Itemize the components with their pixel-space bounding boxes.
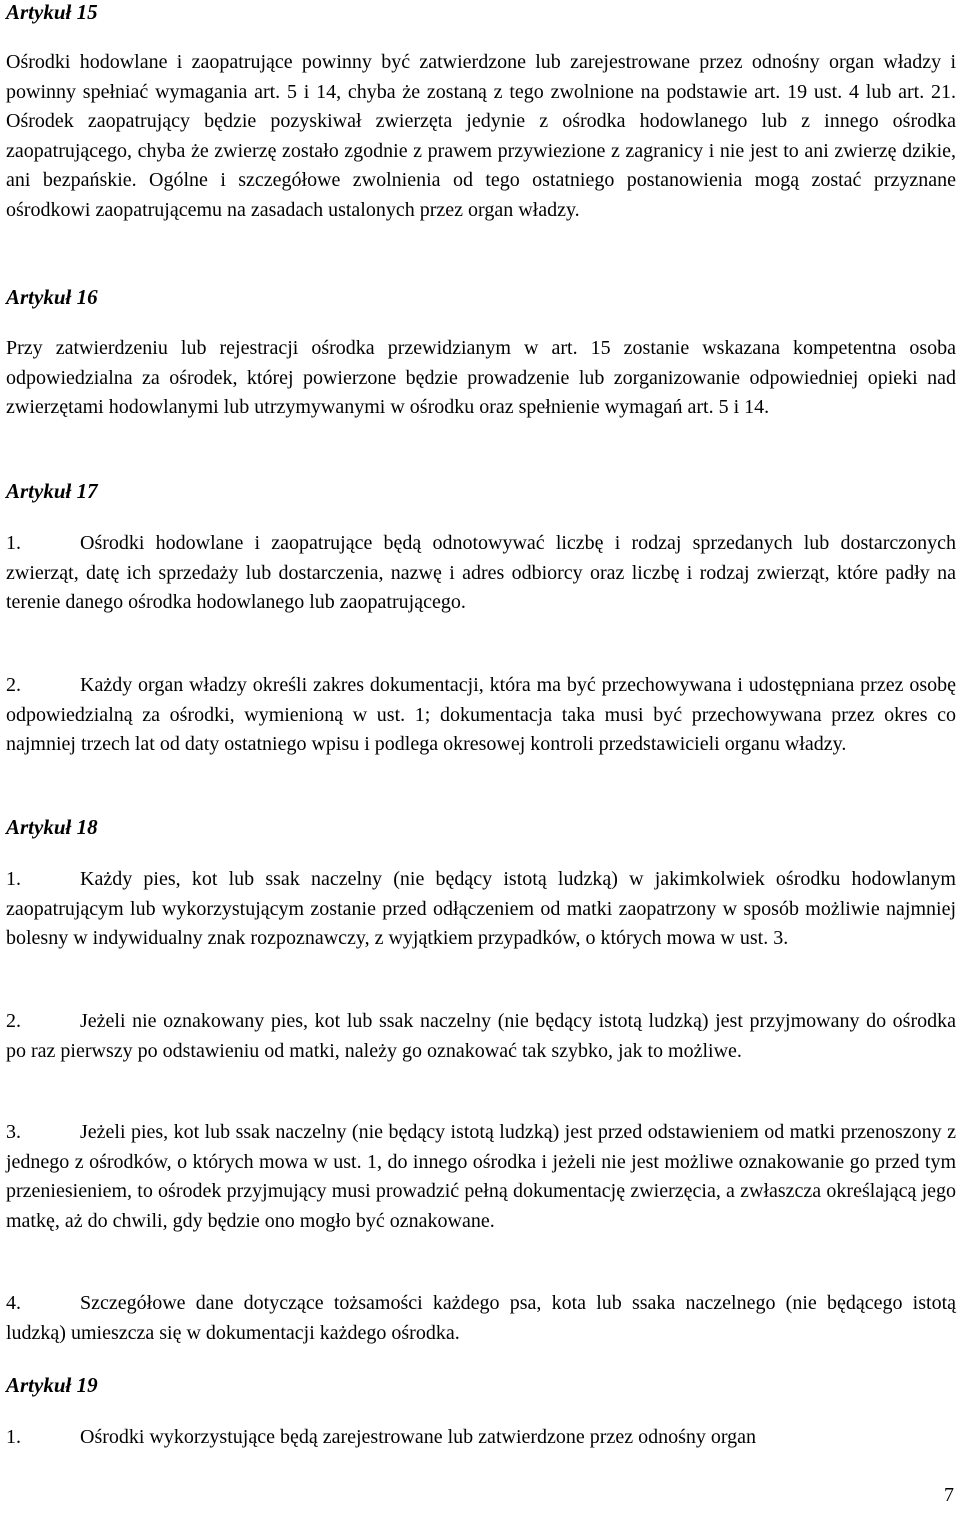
- paragraph-number: 2.: [6, 674, 21, 696]
- paragraph-number: 3.: [6, 1121, 21, 1143]
- article-19-heading: Artykuł 19: [6, 1373, 98, 1397]
- article-17-heading: Artykuł 17: [6, 479, 98, 503]
- paragraph-number: 4.: [6, 1292, 21, 1314]
- article-18-paragraph-3: [6, 1118, 956, 1236]
- article-18-heading: Artykuł 18: [6, 815, 98, 839]
- paragraph-text: Każdy pies, kot lub ssak naczelny (nie będący istotą ludzką) w jakimkolwiek ośrodku hodowlanym zaopatrującym lub wykorzystującym zostanie przed odłączeniem od matki zaopatrzony w sposób możliwie najmniej bolesny w indywidualny znak rozpoznawczy, z wyjątkiem przypadków, o których mowa w ust. 3.: [6, 868, 956, 950]
- page-number: 7: [944, 1484, 954, 1506]
- article-19-paragraph-1: [6, 1423, 956, 1453]
- paragraph-number: 2.: [6, 1010, 21, 1032]
- article-18-paragraph-2: [6, 1007, 956, 1066]
- article-16-heading: Artykuł 16: [6, 285, 98, 309]
- paragraph-text: Jeżeli nie oznakowany pies, kot lub ssak naczelny (nie będący istotą ludzką) jest przyjmowany do ośrodka po raz pierwszy po odstawieniu od matki, należy go oznakować tak szybko, jak to możliwe.: [6, 1010, 956, 1062]
- article-15-text: Ośrodki hodowlane i zaopatrujące powinny być zatwierdzone lub zarejestrowane przez odnośny organ władzy i powinny spełniać wymagania art. 5 i 14, chyba że zostaną z tego zwolnione na podstawie art. 19 ust. 4 lub art. 21. Ośrodek zaopatrujący będzie pozyskiwał zwierzęta jedynie z ośrodka hodowlanego lub z innego ośrodka zaopatrującego, chyba że zwierzę zostało zgodnie z prawem przywiezione z zagranicy i nie jest to ani zwierzę dzikie, ani bezpańskie. Ogólne i szczegółowe zwolnienia od tego ostatniego postanowienia mogą zostać przyznane ośrodkowi zaopatrującemu na zasadach ustalonych przez organ władzy.: [6, 51, 956, 221]
- article-18-paragraph-4: [6, 1289, 956, 1348]
- paragraph-text: Ośrodki wykorzystujące będą zarejestrowane lub zatwierdzone przez odnośny organ: [80, 1426, 757, 1448]
- article-15-heading: Artykuł 15: [6, 0, 98, 24]
- paragraph-text: Ośrodki hodowlane i zaopatrujące będą odnotowywać liczbę i rodzaj sprzedanych lub dostarczonych zwierząt, datę ich sprzedaży lub dostarczenia, nazwę i adres odbiorcy oraz liczbę i rodzaj zwierząt, które padły na terenie danego ośrodka hodowlanego lub zaopatrującego.: [6, 532, 956, 614]
- article-17-paragraph-2: [6, 671, 956, 760]
- paragraph-number: 1.: [6, 532, 21, 554]
- paragraph-number: 1.: [6, 1426, 21, 1448]
- article-16-text: Przy zatwierdzeniu lub rejestracji ośrodka przewidzianym w art. 15 zostanie wskazana kompetentna osoba odpowiedzialna za ośrodek, której powierzone będzie prowadzenie lub zorganizowanie odpowiedniej opieki nad zwierzętami hodowlanymi lub utrzymywanymi w ośrodku oraz spełnienie wymagań art. 5 i 14.: [6, 337, 956, 419]
- paragraph-text: Każdy organ władzy określi zakres dokumentacji, która ma być przechowywana i udostępniana przez osobę odpowiedzialną za ośrodki, wymienioną w ust. 1; dokumentacja taka musi być przechowywana przez okres co najmniej trzech lat od daty ostatniego wpisu i podlega okresowej kontroli przedstawicieli organu władzy.: [6, 674, 956, 756]
- paragraph-number: 1.: [6, 868, 21, 890]
- paragraph-text: Szczegółowe dane dotyczące tożsamości każdego psa, kota lub ssaka naczelnego (nie będącego istotą ludzką) umieszcza się w dokumentacji każdego ośrodka.: [6, 1292, 956, 1344]
- article-17-paragraph-1: [6, 529, 956, 618]
- article-18-paragraph-1: [6, 865, 956, 954]
- paragraph-text: Jeżeli pies, kot lub ssak naczelny (nie będący istotą ludzką) jest przed odstawieniem od matki przenoszony z jednego z ośrodków, o których mowa w ust. 1, do innego ośrodka i jeżeli nie jest możliwe oznakowanie go przed tym przeniesieniem, to ośrodek przyjmujący musi prowadzić pełną dokumentację zwierzęcia, a zwłaszcza określającą jego matkę, aż do chwili, gdy będzie ono mogło być oznakowane.: [6, 1121, 956, 1232]
